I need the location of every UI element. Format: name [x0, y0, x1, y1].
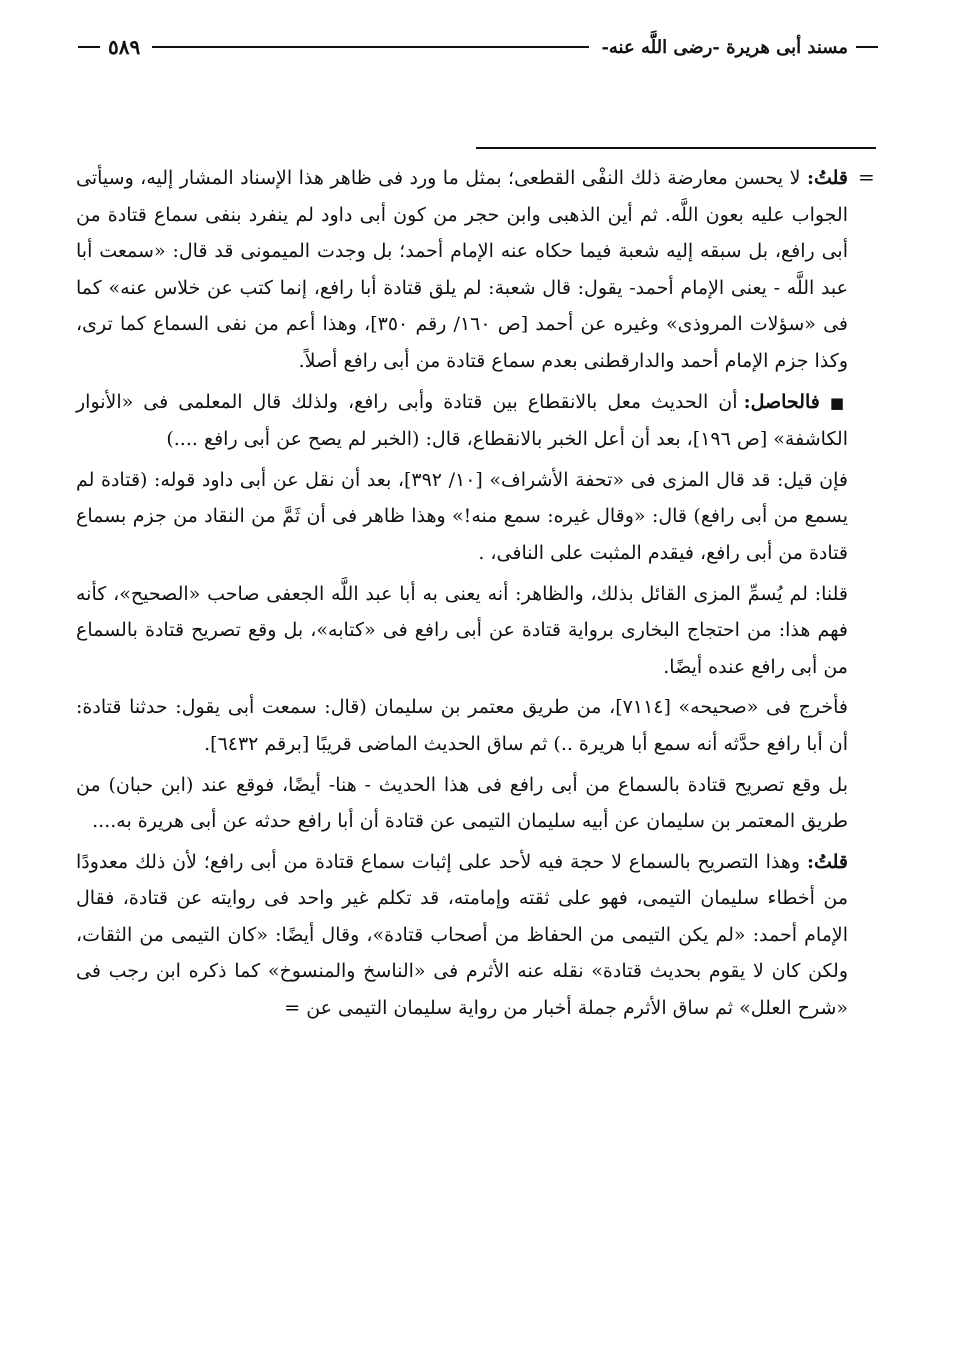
- paragraph-fa-akhraja: [76, 689, 848, 762]
- paragraph-text: أن الحديث معل بالانقطاع بين قتادة وأبى رافع، ولذلك قال المعلمى فى «الأنوار الكاشفة» [ص ١٩٦]، بعد أن أعل الخبر بالانقطاع، قال: (الخبر لم يصح عن أبى رافع ....): [76, 390, 848, 451]
- paragraph-text: بل وقع تصريح قتادة بالسماع من أبى رافع فى هذا الحديث - هنا- أيضًا، فوقع عند (ابن حبان) من طريق المعتمر بن سليمان عن أبيه سليمان التيمى عن قتادة أن أبا رافع حدثه عن أبى هريرة به....: [76, 773, 848, 833]
- paragraph-text: وهذا التصريح بالسماع لا حجة فيه لأحد على إثبات سماع قتادة من أبى رافع؛ لأن ذلك معدودًا من أخطاء سليمان التيمى، فهو على ثقته وإمامته، قد تكلم غير واحد فى روايته عن قتادة، فقال الإمام أحمد: «لم يكن التيمى من الحفاظ من أصحاب قتادة»، وقال أيضًا: «كان التيمى من الثقات، ولكن كان لا يقوم بحديث قتادة» نقله عنه الأثرم فى «الناسخ والمنسوخ» كما ذكره ابن رجب فى «شرح العلل» ثم ساق الأثرم جملة أخبار من رواية سليمان التيمى عن =: [76, 850, 848, 1020]
- footnote-separator: [476, 147, 876, 149]
- page-number: ٥٨٩: [108, 35, 141, 59]
- paragraph-text: لا يحسن معارضة ذلك النفْى القطعى؛ بمثل ما ورد فى ظاهر هذا الإسناد المشار إليه، وسيأتى الجواب عليه بعون اللَّه. ثم أين الذهبى وابن حجر من كون أبى داود لم ينفرد بنفى سماع قتادة من أبى رافع، بل سبقه إليه شعبة فيما حكاه عنه الإمام أحمد؛ بل وجدت الميمونى قد قال: «سمعت أبا عبد اللَّه - يعنى الإمام أحمد- يقول: قال شعبة: لم يلق قتادة أبا رافع، إنما كتب عن خلاس عنه» كما فى «سؤلات المروذى» وغيره عن أحمد [ص ١٦٠/ رقم ٣٥٠]، وهذا أعم من نفى السماع كما ترى، وكذا جزم الإمام أحمد والدارقطنى بعدم سماع قتادة من أبى رافع أصلاً.: [76, 167, 848, 372]
- paragraph-text: فإن قيل: قد قال المزى فى «تحفة الأشراف» [١٠/ ٣٩٢]، بعد أن نقل عن أبى داود قوله: (قتادة لم يسمع من أبى رافع) قال: «وقال غيره: سمع منه!» وهذا ظاهر فى أن ثَمَّ من النقاد من جزم بسماع قتادة من أبى رافع، فيقدم المثبت على النافى، .: [76, 468, 849, 564]
- footnote-body: [76, 160, 848, 1031]
- square-bullet-icon: ■: [829, 393, 848, 412]
- paragraph-qulna: [76, 576, 848, 686]
- paragraph-lead: فالحاصل:: [743, 390, 820, 413]
- paragraph-fal-hasil: [76, 384, 848, 458]
- paragraph-text: فأخرج فى «صحيحه» [٧١١٤]، من طريق معتمر بن سليمان (قال: سمعت أبى يقول: حدثنا قتادة: أن أبا رافع حدَّثه أنه سمع أبا هريرة ..) ثم ساق الحديث الماضى قريبًا [برقم ٦٤٣٢].: [76, 696, 848, 755]
- continuation-mark: =: [858, 165, 875, 189]
- page-header: [78, 32, 878, 62]
- header-dash-left: [78, 46, 100, 48]
- paragraph-qultu-1: [76, 160, 848, 380]
- paragraph-lead: قلتُ:: [806, 167, 848, 189]
- running-title: مسند أبى هريرة -رضى اللَّه عنه-: [601, 36, 848, 58]
- paragraph-lead: قلتُ:: [806, 850, 848, 873]
- header-dash-right: [856, 46, 878, 48]
- header-rule: [152, 46, 589, 48]
- paragraph-fa-in-qila: [76, 462, 848, 572]
- paragraph-text: قلنا: لم يُسمِّ المزى القائل بذلك، والظاهر: أنه يعنى به أبا عبد اللَّه الجعفى صاحب «الصحيح»، كأنه فهم هذا: من احتجاج البخارى برواية قتادة عن أبى رافع فى «كتابه»، بل وقع تصريح قتادة بالسماع من أبى رافع عنده أيضًا.: [76, 582, 848, 678]
- paragraph-qultu-2: [76, 844, 848, 1027]
- paragraph-bal-waqa: [76, 767, 848, 840]
